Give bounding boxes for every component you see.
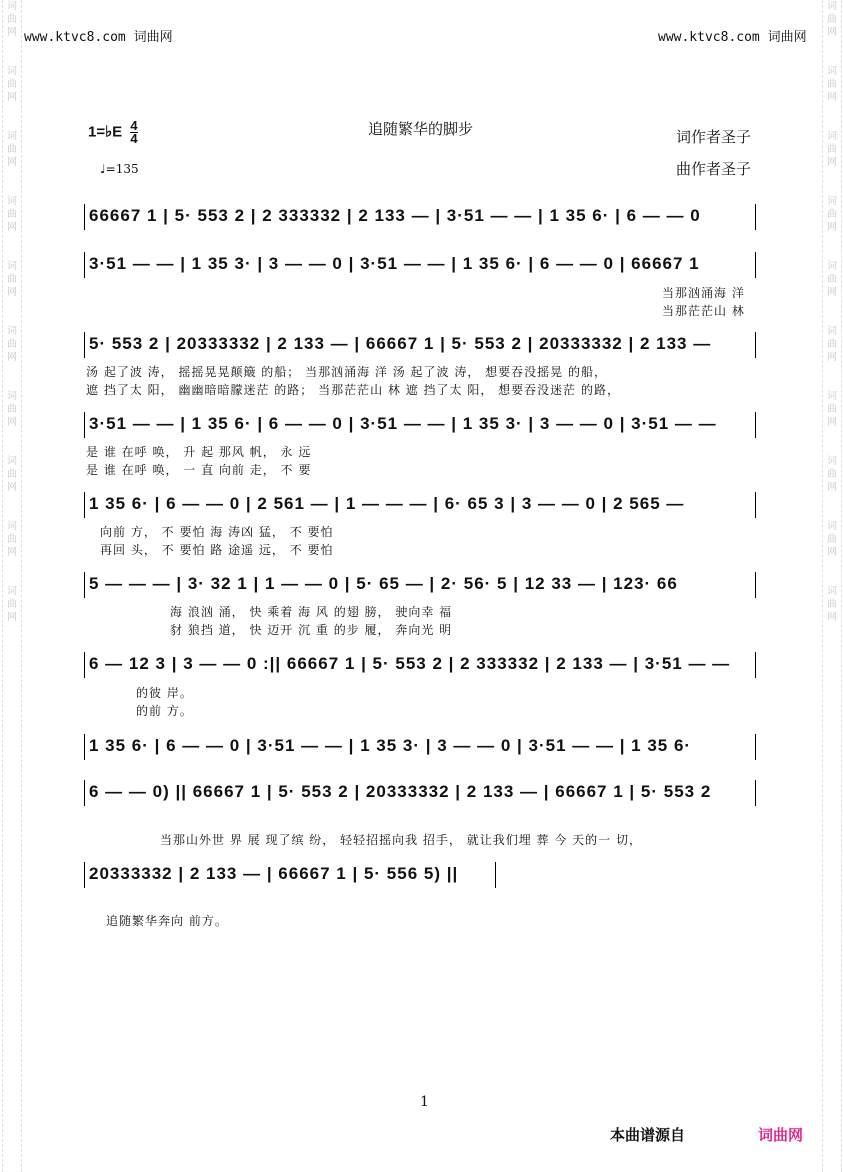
watermark-char: 词 bbox=[7, 326, 17, 337]
watermark-char: 词 bbox=[827, 391, 837, 402]
notes-row-9: 6 — — 0) || 66667 1 | 5· 553 2 | 20333332 | 2 133 — | 66667 1 | 5· 553 2 bbox=[89, 782, 712, 801]
watermark-char: 网 bbox=[7, 157, 17, 168]
time-top: 4 bbox=[130, 118, 138, 133]
watermark-char: 曲 bbox=[827, 599, 837, 610]
watermark-char: 曲 bbox=[827, 14, 837, 25]
lyric-6b: 豺 狼挡 道， 快 迈开 沉 重 的步 履， 奔向光 明 bbox=[170, 623, 453, 637]
watermark-char: 网 bbox=[7, 547, 17, 558]
time-bottom: 4 bbox=[130, 131, 138, 146]
watermark-char: 曲 bbox=[7, 599, 17, 610]
watermark-char: 曲 bbox=[7, 209, 17, 220]
watermark-char: 词 bbox=[7, 131, 17, 142]
lyric-9: 当那山外世 界 展 现了缤 纷， 轻轻招摇向我 招手， 就让我们埋 葬 今 天的一 切， bbox=[160, 833, 642, 847]
watermark-char: 曲 bbox=[7, 404, 17, 415]
page-number: 1 bbox=[420, 1094, 429, 1110]
header-right-site: 词曲网 bbox=[767, 30, 807, 45]
watermark-char: 网 bbox=[827, 92, 837, 103]
notes-row-2: 3·51 — — | 1 35 3· | 3 — — 0 | 3·51 — — | 1 35 6· | 6 — — 0 | 66667 1 bbox=[89, 254, 700, 273]
lyric-4a: 是 谁 在呼 唤， 升 起 那风 帆， 永 远 bbox=[86, 445, 312, 459]
score-row-9 bbox=[84, 780, 756, 806]
score-row-5 bbox=[84, 492, 756, 518]
watermark-char: 网 bbox=[7, 287, 17, 298]
lyric-5b: 再回 头， 不 要怕 路 途遥 远， 不 要怕 bbox=[100, 543, 334, 557]
score-row-8 bbox=[84, 734, 756, 760]
watermark-char: 曲 bbox=[827, 144, 837, 155]
lyric-4b: 是 谁 在呼 唤， 一 直 向前 走， 不 要 bbox=[86, 463, 312, 477]
watermark-char: 网 bbox=[827, 352, 837, 363]
watermark-char: 词 bbox=[827, 66, 837, 77]
watermark-char: 词 bbox=[7, 521, 17, 532]
score-row-7 bbox=[84, 652, 756, 678]
watermark-char: 网 bbox=[827, 287, 837, 298]
header-right-url[interactable]: www.ktvc8.com bbox=[658, 30, 760, 45]
lyric-6a: 海 浪汹 涌， 快 乘着 海 风 的翅 膀， 驶向幸 福 bbox=[170, 605, 453, 619]
watermark-char: 曲 bbox=[827, 274, 837, 285]
watermark-char: 词 bbox=[827, 456, 837, 467]
score-row-1 bbox=[84, 204, 756, 230]
watermark-char: 词 bbox=[827, 261, 837, 272]
watermark-char: 词 bbox=[7, 456, 17, 467]
watermark-char: 曲 bbox=[827, 339, 837, 350]
key-signature bbox=[88, 120, 138, 145]
watermark-char: 网 bbox=[827, 482, 837, 493]
notes-row-7: 6 — 12 3 | 3 — — 0 :|| 66667 1 | 5· 553 2 | 2 333332 | 2 133 — | 3·51 — — bbox=[89, 654, 731, 673]
lyric-3b: 遮 挡了太 阳， 幽幽暗暗朦迷茫 的路； 当那茫茫山 林 遮 挡了太 阳， 想要吞没迷茫 的路， bbox=[86, 383, 620, 397]
brand-logo[interactable]: 词曲网 bbox=[758, 1126, 804, 1144]
watermark-char: 网 bbox=[827, 157, 837, 168]
watermark-char: 网 bbox=[7, 92, 17, 103]
lyric-2b: 当那茫茫山 林 bbox=[662, 304, 745, 318]
watermark-char: 曲 bbox=[7, 274, 17, 285]
notes-row-1: 66667 1 | 5· 553 2 | 2 333332 | 2 133 — | 3·51 — — | 1 35 6· | 6 — — 0 bbox=[89, 206, 701, 225]
watermark-char: 曲 bbox=[827, 469, 837, 480]
notes-row-8: 1 35 6· | 6 — — 0 | 3·51 — — | 1 35 3· | 3 — — 0 | 3·51 — — | 1 35 6· bbox=[89, 736, 692, 755]
watermark-char: 网 bbox=[7, 417, 17, 428]
watermark-char: 网 bbox=[827, 547, 837, 558]
time-signature bbox=[130, 120, 137, 145]
watermark-char: 曲 bbox=[7, 469, 17, 480]
watermark-char: 网 bbox=[827, 222, 837, 233]
header-right bbox=[658, 26, 807, 45]
notes-row-4: 3·51 — — | 1 35 6· | 6 — — 0 | 3·51 — — | 1 35 3· | 3 — — 0 | 3·51 — — bbox=[89, 414, 717, 433]
watermark-char: 词 bbox=[827, 521, 837, 532]
watermark-char: 曲 bbox=[7, 14, 17, 25]
watermark-char: 曲 bbox=[827, 404, 837, 415]
song-title: 追随繁华的脚步 bbox=[368, 120, 474, 138]
tempo-mark: ♩=135 bbox=[100, 162, 139, 176]
header-left-url[interactable]: www.ktvc8.com bbox=[24, 30, 126, 45]
score-row-4 bbox=[84, 412, 756, 438]
watermark-char: 词 bbox=[7, 66, 17, 77]
watermark-char: 词 bbox=[7, 261, 17, 272]
notes-row-5: 1 35 6· | 6 — — 0 | 2 561 — | 1 — — — | 6· 65 3 | 3 — — 0 | 2 565 — bbox=[89, 494, 685, 513]
watermark-char: 网 bbox=[7, 482, 17, 493]
watermark-char: 曲 bbox=[827, 534, 837, 545]
score-row-2 bbox=[84, 252, 756, 278]
watermark-char: 词 bbox=[827, 196, 837, 207]
watermark-char: 网 bbox=[7, 352, 17, 363]
watermark-char: 词 bbox=[7, 1, 17, 12]
notes-row-6: 5 — — — | 3· 32 1 | 1 — — 0 | 5· 65 — | 2· 56· 5 | 12 33 — | 123· 66 bbox=[89, 574, 678, 593]
watermark-char: 网 bbox=[827, 612, 837, 623]
source-text: 本曲谱源自 bbox=[610, 1126, 686, 1144]
watermark-char: 曲 bbox=[7, 534, 17, 545]
lyric-2a: 当那汹涌海 洋 bbox=[662, 286, 745, 300]
header-left bbox=[24, 26, 173, 45]
lyric-7a: 的彼 岸。 bbox=[136, 686, 193, 700]
watermark-char: 曲 bbox=[7, 79, 17, 90]
lyric-10: 追随繁华奔向 前方。 bbox=[106, 914, 228, 928]
composer: 曲作者圣子 bbox=[676, 160, 752, 178]
watermark-char: 词 bbox=[827, 326, 837, 337]
notes-row-10: 20333332 | 2 133 — | 66667 1 | 5· 556 5) || bbox=[89, 864, 459, 883]
header-left-site: 词曲网 bbox=[133, 30, 173, 45]
watermark-char: 词 bbox=[827, 1, 837, 12]
watermark-char: 词 bbox=[7, 196, 17, 207]
score-row-10 bbox=[84, 862, 496, 888]
watermark-char: 网 bbox=[827, 27, 837, 38]
watermark-char: 网 bbox=[7, 27, 17, 38]
lyric-3a: 汤 起了波 涛， 摇摇晃晃颠簸 的船； 当那汹涌海 洋 汤 起了波 涛， 想要吞没摇晃 的船， bbox=[86, 365, 607, 379]
watermark-char: 曲 bbox=[827, 79, 837, 90]
side-watermark-right bbox=[822, 0, 842, 1172]
watermark-char: 曲 bbox=[7, 144, 17, 155]
score-row-3 bbox=[84, 332, 756, 358]
notes-row-3: 5· 553 2 | 20333332 | 2 133 — | 66667 1 | 5· 553 2 | 20333332 | 2 133 — bbox=[89, 334, 712, 353]
watermark-char: 网 bbox=[7, 612, 17, 623]
watermark-char: 曲 bbox=[827, 209, 837, 220]
lyric-5a: 向前 方， 不 要怕 海 涛凶 猛， 不 要怕 bbox=[100, 525, 334, 539]
watermark-char: 曲 bbox=[7, 339, 17, 350]
key-label: 1=♭E bbox=[88, 123, 123, 141]
watermark-char: 词 bbox=[827, 586, 837, 597]
watermark-char: 词 bbox=[7, 586, 17, 597]
lyric-7b: 的前 方。 bbox=[136, 704, 193, 718]
lyricist: 词作者圣子 bbox=[676, 128, 752, 146]
side-watermark-left bbox=[2, 0, 22, 1172]
score-row-6 bbox=[84, 572, 756, 598]
watermark-char: 网 bbox=[7, 222, 17, 233]
watermark-char: 网 bbox=[827, 417, 837, 428]
watermark-char: 词 bbox=[7, 391, 17, 402]
watermark-char: 词 bbox=[827, 131, 837, 142]
